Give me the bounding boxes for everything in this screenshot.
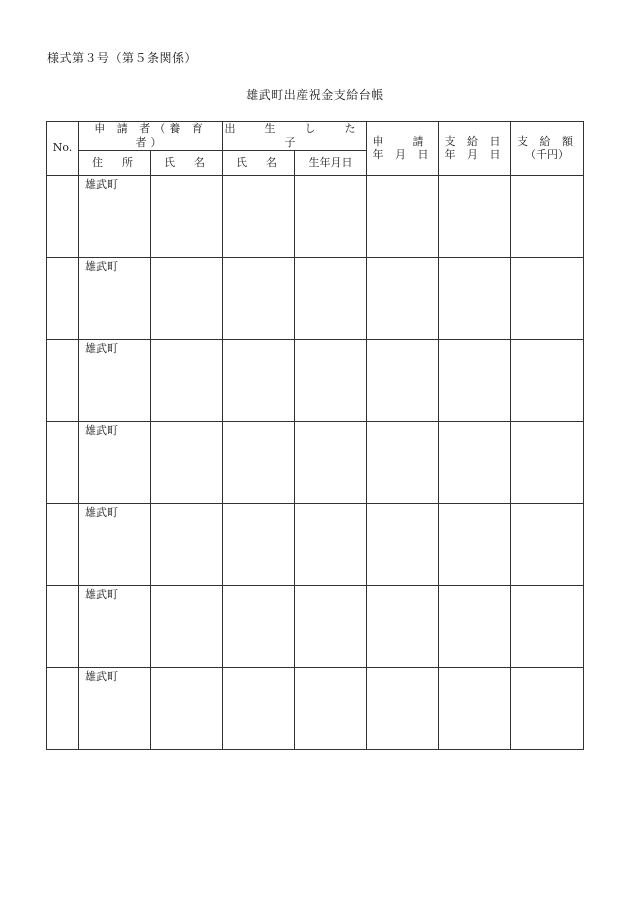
child-birthdate-cell xyxy=(295,503,367,585)
address-cell: 雄武町 xyxy=(79,421,151,503)
applicant-name-cell xyxy=(151,339,223,421)
no-cell xyxy=(47,257,79,339)
header-application-line1: 申 請 xyxy=(372,134,433,148)
table-row xyxy=(47,667,584,749)
table-row xyxy=(47,257,584,339)
payment-date-cell xyxy=(439,339,511,421)
child-birthdate-cell xyxy=(295,421,367,503)
no-cell xyxy=(47,175,79,257)
address-cell: 雄武町 xyxy=(79,175,151,257)
header-applicant-address: 住 所 xyxy=(79,150,151,175)
application-date-cell xyxy=(367,257,439,339)
header-payment-date xyxy=(439,122,511,176)
amount-cell xyxy=(511,503,584,585)
payment-date-cell xyxy=(439,585,511,667)
child-name-cell xyxy=(223,339,295,421)
no-cell xyxy=(47,585,79,667)
form-number: 様式第３号（第５条関係） xyxy=(47,51,198,65)
payment-date-cell xyxy=(439,667,511,749)
applicant-name-cell xyxy=(151,257,223,339)
child-birthdate-cell xyxy=(295,667,367,749)
no-cell xyxy=(47,339,79,421)
header-child-name: 氏 名 xyxy=(223,150,295,175)
application-date-cell xyxy=(367,667,439,749)
address-cell: 雄武町 xyxy=(79,585,151,667)
header-payment-date-line2: 年 月 日 xyxy=(444,148,505,162)
child-name-cell xyxy=(223,503,295,585)
applicant-name-cell xyxy=(151,503,223,585)
application-date-cell xyxy=(367,421,439,503)
applicant-name-cell xyxy=(151,585,223,667)
payment-date-cell xyxy=(439,421,511,503)
child-birthdate-cell xyxy=(295,585,367,667)
amount-cell xyxy=(511,585,584,667)
header-no: No. xyxy=(47,122,79,176)
no-cell xyxy=(47,503,79,585)
child-name-cell xyxy=(223,175,295,257)
no-cell xyxy=(47,421,79,503)
address-cell: 雄武町 xyxy=(79,667,151,749)
header-child-group: 出 生 し た 子 xyxy=(224,122,385,149)
table-row xyxy=(47,421,584,503)
payment-date-cell xyxy=(439,175,511,257)
amount-cell xyxy=(511,257,584,339)
header-amount xyxy=(511,122,584,176)
child-birthdate-cell xyxy=(295,175,367,257)
header-amount-line1: 支 給 額 xyxy=(517,134,577,148)
child-birthdate-cell xyxy=(295,339,367,421)
table-row xyxy=(47,585,584,667)
header-payment-date-line1: 支 給 日 xyxy=(444,134,505,148)
applicant-name-cell xyxy=(151,667,223,749)
no-cell xyxy=(47,667,79,749)
amount-cell xyxy=(511,175,584,257)
application-date-cell xyxy=(367,339,439,421)
address-cell: 雄武町 xyxy=(79,503,151,585)
table-row xyxy=(47,175,584,257)
document-title: 雄武町出産祝金支給台帳 xyxy=(246,88,384,102)
child-name-cell xyxy=(223,421,295,503)
amount-cell xyxy=(511,339,584,421)
child-name-cell xyxy=(223,667,295,749)
application-date-cell xyxy=(367,175,439,257)
applicant-name-cell xyxy=(151,175,223,257)
header-applicant-name: 氏 名 xyxy=(151,150,223,175)
header-application-line2: 年 月 日 xyxy=(372,148,433,162)
amount-cell xyxy=(511,667,584,749)
header-amount-line2: （千円） xyxy=(525,148,569,162)
header-applicant-group: 申 請 者（養 育 者） xyxy=(79,122,223,151)
child-birthdate-cell xyxy=(295,257,367,339)
address-cell: 雄武町 xyxy=(79,339,151,421)
ledger-table xyxy=(46,121,584,750)
payment-date-cell xyxy=(439,257,511,339)
table-row xyxy=(47,339,584,421)
application-date-cell xyxy=(367,503,439,585)
child-name-cell xyxy=(223,257,295,339)
child-name-cell xyxy=(223,585,295,667)
applicant-name-cell xyxy=(151,421,223,503)
address-cell: 雄武町 xyxy=(79,257,151,339)
table-row xyxy=(47,503,584,585)
amount-cell xyxy=(511,421,584,503)
payment-date-cell xyxy=(439,503,511,585)
application-date-cell xyxy=(367,585,439,667)
header-child-birthdate: 生年月日 xyxy=(295,150,367,175)
header-row-1 xyxy=(47,122,584,151)
